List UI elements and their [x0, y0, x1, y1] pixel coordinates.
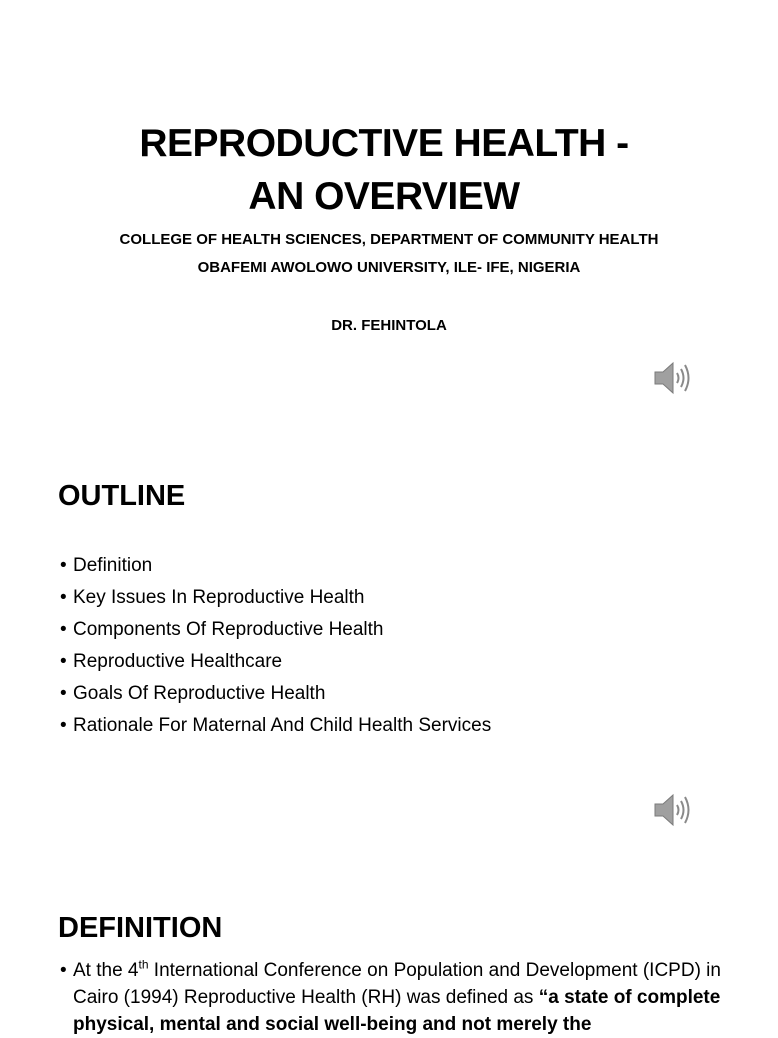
author-name: DR. FEHINTOLA [331, 317, 447, 334]
definition-slide [0, 866, 768, 1035]
ordinal-suffix: th [138, 957, 149, 972]
definition-text-middle: International Conference on Population and Development (ICPD) in Cairo (1994) Reproductive Health (RH) was defined as [73, 960, 721, 1008]
outline-heading: OUTLINE [58, 480, 186, 512]
institution-line-2: OBAFEMI AWOLOWO UNIVERSITY, ILE- IFE, NIGERIA [197, 259, 581, 276]
definition-heading: DEFINITION [58, 912, 223, 944]
title-line-1: REPRODUCTIVE HEALTH - [139, 122, 629, 165]
outline-item: • Definition [60, 550, 491, 582]
title-slide [0, 0, 768, 433]
outline-item: • Key Issues In Reproductive Health [60, 582, 491, 614]
definition-quote: “a state of complete physical, mental and social well-being and not merely the [73, 987, 721, 1035]
outline-item: • Goals Of Reproductive Health [60, 678, 491, 710]
title-line-2: AN OVERVIEW [248, 175, 520, 218]
outline-slide [0, 433, 768, 866]
slide-title [0, 117, 768, 223]
speaker-icon[interactable] [652, 790, 692, 830]
institution-line-1: COLLEGE OF HEALTH SCIENCES, DEPARTMENT OF COMMUNITY HEALTH [119, 231, 659, 248]
outline-item: • Components Of Reproductive Health [60, 614, 491, 646]
speaker-icon[interactable] [652, 358, 692, 398]
outline-item: • Rationale For Maternal And Child Health Services [60, 710, 491, 742]
outline-list [60, 550, 491, 742]
outline-item: • Reproductive Healthcare [60, 646, 491, 678]
definition-text-start: At the 4 [73, 960, 139, 981]
bullet-glyph: • [60, 960, 67, 981]
definition-paragraph [60, 957, 743, 1038]
